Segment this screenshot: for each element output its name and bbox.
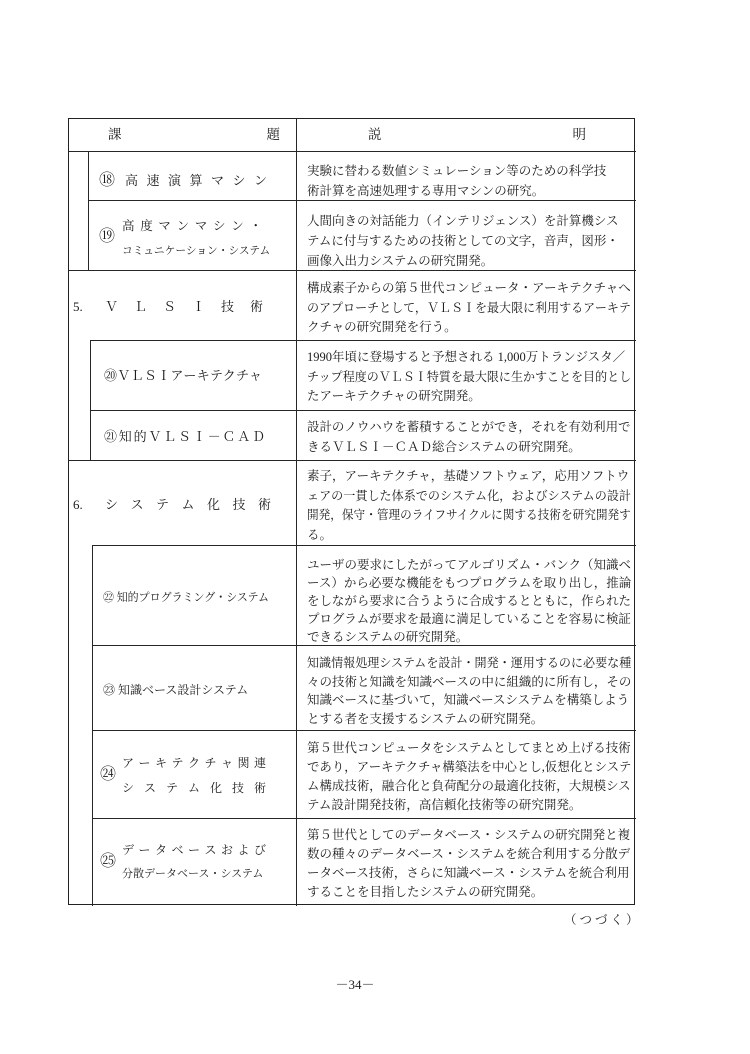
description-line: 第５世代としてのデータベース・システムの研究開発と複	[307, 828, 631, 842]
description-cell	[307, 467, 631, 545]
row-rule	[92, 730, 636, 731]
page-number: －34－	[335, 977, 375, 992]
header-rule	[68, 151, 636, 152]
description-line: ース）から必要な機能をもつプログラムを取り出し，推論	[307, 576, 632, 590]
description-line: 第５世代コンピュータをシステムとしてまとめ上げる技術	[307, 741, 631, 755]
description-cell	[307, 739, 631, 815]
description-line: ェアの一貫した体系でのシステム化，およびシステムの設計	[307, 488, 632, 503]
description-line: することを目指したシステムの研究開発。	[307, 885, 544, 899]
item-number-24: ㉔	[100, 766, 117, 783]
description-cell	[307, 211, 631, 271]
description-cell	[307, 162, 631, 201]
description-cell	[307, 826, 631, 902]
description-line: テム設計開発技術，高信頼化技術等の研究開発。	[307, 798, 582, 812]
description-cell	[307, 654, 631, 728]
section-number: 6.	[73, 497, 83, 512]
item-number-19: ⑲	[99, 228, 116, 245]
description-line: 画像入出力システムの研究開発。	[307, 254, 494, 268]
description-line: をしながら要求に合うように合成するとともに，作られた	[307, 594, 632, 608]
description-line: 素子，アーキテクチャ，基礎ソフトウェア，応用ソフトウ	[307, 469, 630, 483]
row-rule	[68, 460, 636, 461]
description-line: 人間向きの対話能力（インテリジェンス）を計算機シス	[307, 214, 619, 228]
description-line: であり，アーキテクチャ構築法を中心とし,仮想化とシステ	[307, 760, 632, 774]
description-line: ム構成技術，融合化と負荷配分の最適化技術，大規模シス	[307, 779, 631, 793]
description-line: テムに付与するための技術としての文字，音声，図形・	[307, 234, 619, 248]
item-number-18: ⑱	[99, 172, 116, 189]
description-line: チップ程度のＶＬＳＩ特質を最大限に生かすことを目的とし	[307, 369, 632, 384]
description-line: 知識ベースに基づいて，知識ベースシステムを構築しよう	[307, 693, 630, 707]
topic-label-bottom: 分散データベース・システム	[122, 868, 264, 880]
description-cell	[307, 556, 631, 646]
description-line: 構成素子からの第５世代コンピュータ・アーキテクチャへ	[307, 281, 631, 295]
row-rule	[92, 545, 636, 546]
description-line: 数の種々のデータベース・システムを統合利用する分散デ	[307, 847, 631, 861]
topic-label-top: ア ー キ テ ク チ ャ 関 連	[122, 756, 266, 770]
column-divider	[296, 118, 297, 906]
description-line: 設計のノウハウを蓄積することができ，それを有効利用で	[307, 420, 631, 434]
topic-label-top: デ ー タ ベ ー ス お よ び	[122, 843, 266, 857]
header-topic: 課 題	[108, 127, 280, 142]
row-rule	[90, 340, 636, 341]
row-rule	[92, 818, 636, 819]
sub-item-rule	[88, 152, 89, 270]
description-line: のアプローチとして，ＶＬＳＩを最大限に利用するアーキテ	[307, 300, 631, 315]
description-line: 知識情報処理システムを設計・開発・運用するのに必要な種	[307, 656, 632, 670]
description-line: 術計算を高速処理する専用マシンの研究。	[307, 183, 545, 198]
item-number-25: ㉕	[100, 853, 117, 870]
topic-label: ㉒ 知的プログラミング・システム	[103, 592, 269, 604]
section-label: シ ス テ ム 化 技 術	[105, 497, 271, 512]
description-line: ユーザの要求にしたがってアルゴリズム・バンク（知識ベ	[307, 558, 632, 572]
sub-item-rule	[92, 545, 93, 906]
topic-label: 高 速 演 算 マ シ ン	[125, 173, 267, 188]
description-line: クチャの研究開発を行う。	[307, 320, 457, 334]
description-cell	[307, 348, 631, 407]
description-line: 実験に替わる数値シミュレーション等のための科学技	[307, 164, 607, 178]
description-line: 1990年頃に登場すると予想される 1,000万トランジスタ／	[307, 350, 626, 364]
description-line: できるシステムの研究開発。	[307, 630, 469, 644]
description-line: とする者を支援するシステムの研究開発。	[307, 711, 544, 726]
description-cell	[307, 418, 631, 457]
description-line: 々の技術と知識を知識ベースの中に組織的に所有し，その	[307, 674, 632, 689]
row-rule	[90, 410, 636, 411]
section-label: Ｖ Ｌ Ｓ Ｉ 技 術	[105, 299, 263, 314]
description-line: プログラムが要求を最適に満足していることを容易に検証	[307, 612, 631, 626]
section-number: 5.	[73, 299, 83, 314]
continued-note: （つづく）	[564, 913, 642, 927]
description-line: 開発，保守・管理のライフサイクルに関する技術を研究開発す	[307, 508, 631, 522]
description-line: たアーキテクチャの研究開発。	[307, 389, 481, 403]
description-line: る。	[307, 527, 333, 542]
topic-label-bottom: コミュニケーション・システム	[122, 245, 271, 257]
description-line: ータベース技術，さらに知識ベース・システムを統合利用	[307, 866, 630, 880]
topic-label: ㉓ 知識ベース設計システム	[103, 683, 249, 697]
description-cell	[307, 279, 631, 338]
topic-label: ㉑知的ＶＬＳＩ－ＣＡＤ	[104, 429, 267, 444]
topic-label-bottom: シ ス テ ム 化 技 術	[122, 781, 266, 795]
description-line: きるＶＬＳＩ－ＣＡＤ総合システムの研究開発。	[307, 439, 581, 454]
sub-item-rule	[90, 340, 91, 460]
header-description: 説 明	[368, 127, 586, 142]
topic-label: ⑳ＶＬＳＩアーキテクチャ	[104, 368, 263, 383]
topic-label-top: 高 度 マ ン マ シ ン ・	[122, 219, 262, 233]
